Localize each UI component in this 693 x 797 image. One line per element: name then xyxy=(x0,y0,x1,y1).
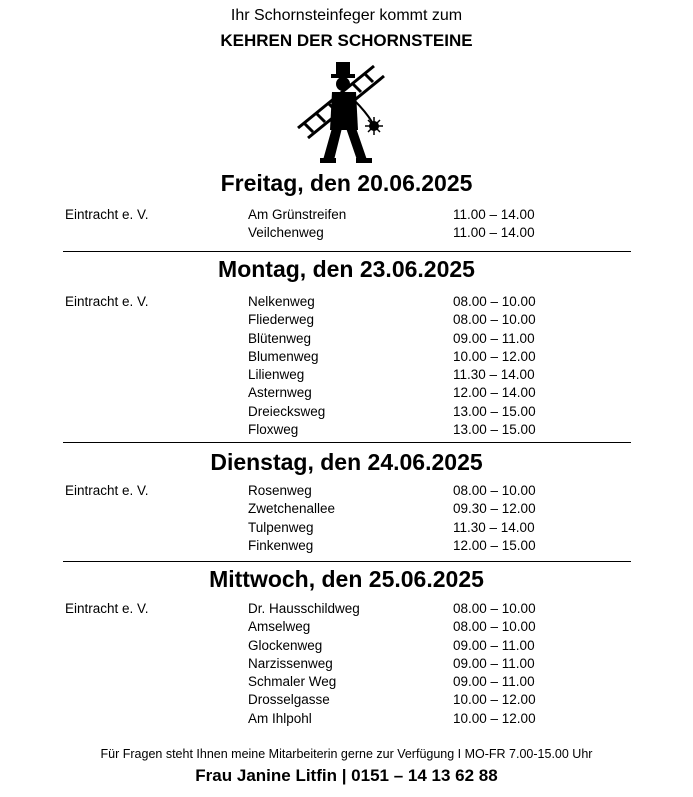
street-name: Finkenweg xyxy=(248,537,314,553)
schedule-row xyxy=(0,692,693,710)
street-name: Floxweg xyxy=(248,422,299,438)
schedule-row xyxy=(0,520,693,538)
organization-label: Eintracht e. V. xyxy=(65,207,149,222)
street-name: Dr. Hausschildweg xyxy=(248,601,360,616)
time-slot: 09.00 – 11.00 xyxy=(453,655,535,671)
time-slot: 13.00 – 15.00 xyxy=(453,422,536,438)
time-slot: 08.00 – 10.00 xyxy=(453,294,536,309)
section-divider xyxy=(63,251,631,252)
street-name: Narzissenweg xyxy=(248,655,333,671)
footer-contact: Frau Janine Litfin | 0151 – 14 13 62 88 xyxy=(195,766,498,785)
schedule-row xyxy=(0,619,693,637)
street-name: Blütenweg xyxy=(248,330,312,346)
schedule-row xyxy=(0,538,693,556)
street-name: Drosselgasse xyxy=(248,692,330,708)
time-slot: 09.00 – 11.00 xyxy=(453,330,535,346)
schedule-row xyxy=(0,207,693,225)
time-slot: 11.30 – 14.00 xyxy=(453,367,535,383)
street-name: Fliederweg xyxy=(248,312,315,328)
street-name: Amselweg xyxy=(248,619,311,635)
street-name: Veilchenweg xyxy=(248,225,324,241)
street-name: Am Grünstreifen xyxy=(248,207,347,222)
time-slot: 10.00 – 12.00 xyxy=(453,692,536,708)
schedule-list xyxy=(0,294,693,440)
chimney-sweep-icon xyxy=(296,60,388,166)
time-slot: 10.00 – 12.00 xyxy=(453,710,536,726)
schedule-row xyxy=(0,483,693,501)
time-slot: 09.00 – 11.00 xyxy=(453,637,535,653)
schedule-row xyxy=(0,225,693,243)
time-slot: 09.30 – 12.00 xyxy=(453,501,536,517)
schedule-row xyxy=(0,385,693,403)
street-name: Blumenweg xyxy=(248,348,319,364)
street-name: Schmaler Weg xyxy=(248,674,337,690)
time-slot: 13.00 – 15.00 xyxy=(453,403,536,419)
schedule-row xyxy=(0,601,693,619)
street-name: Glockenweg xyxy=(248,637,323,653)
day-title: Mittwoch, den 25.06.2025 xyxy=(209,566,484,592)
schedule-row xyxy=(0,349,693,367)
schedule-row xyxy=(0,638,693,656)
time-slot: 12.00 – 14.00 xyxy=(453,385,536,401)
street-name: Dreiecksweg xyxy=(248,403,326,419)
schedule-row xyxy=(0,331,693,349)
day-title: Dienstag, den 24.06.2025 xyxy=(210,449,483,475)
section-divider xyxy=(63,561,631,562)
street-name: Nelkenweg xyxy=(248,294,315,309)
schedule-list xyxy=(0,483,693,556)
section-divider xyxy=(63,442,631,443)
organization-label: Eintracht e. V. xyxy=(65,294,149,309)
intro-text: Ihr Schornsteinfeger kommt zum xyxy=(230,7,463,24)
day-title: Montag, den 23.06.2025 xyxy=(218,256,475,282)
time-slot: 09.00 – 11.00 xyxy=(453,674,535,690)
time-slot: 11.00 – 14.00 xyxy=(453,225,535,241)
organization-label: Eintracht e. V. xyxy=(65,483,149,498)
time-slot: 10.00 – 12.00 xyxy=(453,348,536,364)
time-slot: 12.00 – 15.00 xyxy=(453,537,536,553)
day-title: Freitag, den 20.06.2025 xyxy=(220,170,473,196)
street-name: Tulpenweg xyxy=(248,519,314,535)
schedule-row xyxy=(0,312,693,330)
street-name: Lilienweg xyxy=(248,367,305,383)
time-slot: 08.00 – 10.00 xyxy=(453,601,536,616)
schedule-row xyxy=(0,294,693,312)
time-slot: 11.00 – 14.00 xyxy=(453,207,535,222)
schedule-row xyxy=(0,404,693,422)
schedule-row xyxy=(0,711,693,729)
schedule-list xyxy=(0,207,693,244)
schedule-row xyxy=(0,656,693,674)
page-title: KEHREN DER SCHORNSTEINE xyxy=(220,31,473,50)
schedule-row xyxy=(0,422,693,440)
street-name: Rosenweg xyxy=(248,483,312,498)
street-name: Asternweg xyxy=(248,385,312,401)
time-slot: 08.00 – 10.00 xyxy=(453,483,536,498)
schedule-row xyxy=(0,367,693,385)
schedule-row xyxy=(0,501,693,519)
time-slot: 11.30 – 14.00 xyxy=(453,519,535,535)
street-name: Zwetchenallee xyxy=(248,501,336,517)
schedule-list xyxy=(0,601,693,729)
schedule-row xyxy=(0,674,693,692)
time-slot: 08.00 – 10.00 xyxy=(453,619,536,635)
time-slot: 08.00 – 10.00 xyxy=(453,312,536,328)
organization-label: Eintracht e. V. xyxy=(65,601,149,616)
footer-note: Für Fragen steht Ihnen meine Mitarbeiterin gerne zur Verfügung I MO-FR 7.00-15.00 Uhr xyxy=(100,747,593,761)
street-name: Am Ihlpohl xyxy=(248,710,312,726)
